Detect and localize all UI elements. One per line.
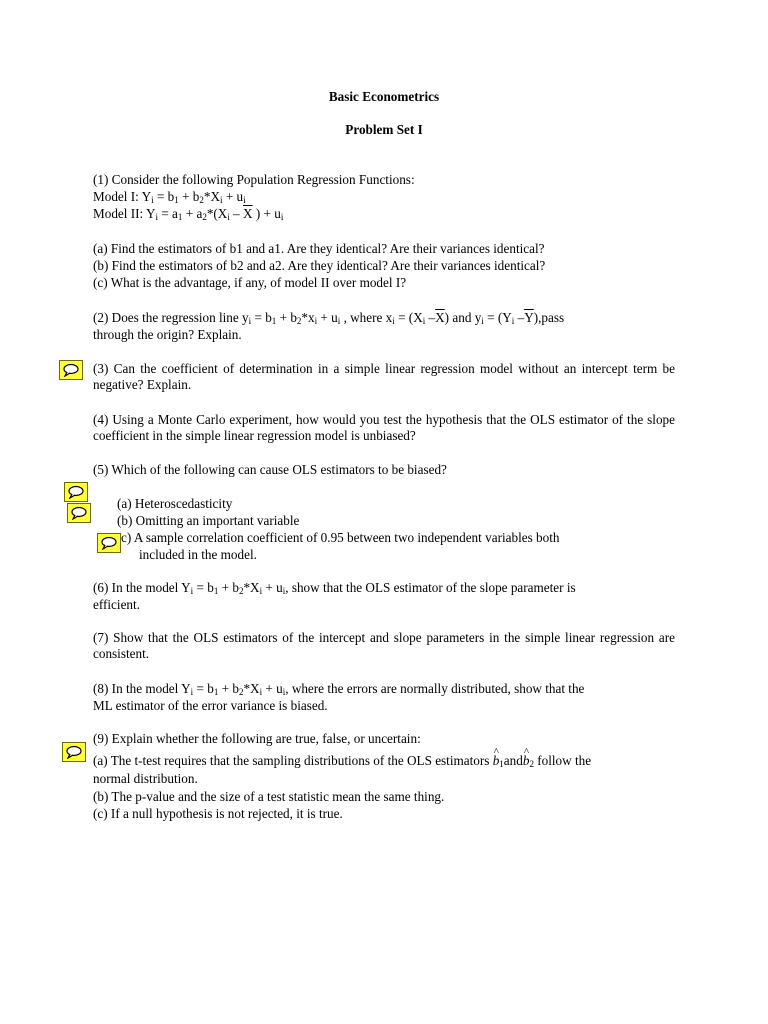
- q9-part-a: (a) The t-test requires that the sampling distributions of the OLS estimators ^ $b_1and\^{}$ $b_2$ follow the: [93, 753, 591, 769]
- q8-text-end: , where the errors are normally distributed, show that the: [285, 681, 585, 696]
- q1-model-2-label: Model II:: [93, 206, 146, 221]
- comment-note-icon[interactable]: [59, 360, 83, 380]
- comment-note-icon[interactable]: [67, 503, 91, 523]
- q1-part-a: (a) Find the estimators of b1 and a1. Are they identical? Are their variances identical?: [93, 241, 545, 256]
- q9-a-text-end: follow the: [537, 753, 592, 768]
- document-title: Basic Econometrics: [328, 89, 440, 104]
- q1-intro: (1) Consider the following Population Regression Functions:: [93, 172, 415, 187]
- q9-a-text-and: and: [503, 753, 523, 768]
- q9-part-a-cont: normal distribution.: [93, 771, 198, 786]
- q3-text: (3) Can the coefficient of determination in a simple linear regression model without an intercept term be negative? Explain.: [93, 361, 675, 392]
- q5-option-c: c) A sample correlation coefficient of 0.95 between two independent variables both: [121, 530, 560, 545]
- q6-text-start: (6) In the model Y: [93, 580, 191, 595]
- q5-option-b: (b) Omitting an important variable: [117, 513, 300, 528]
- q5-option-c-cont: included in the model.: [139, 547, 257, 562]
- comment-note-icon[interactable]: [64, 482, 88, 502]
- q4-text: (4) Using a Monte Carlo experiment, how would you test the hypothesis that the OLS estimator of the slope coefficient in the simple linear regression model is unbiased?: [93, 412, 675, 443]
- q5-intro: (5) Which of the following can cause OLS estimators to be biased?: [93, 462, 447, 477]
- q1-part-c: (c) What is the advantage, if any, of model II over model I?: [93, 275, 407, 290]
- q6-line-2: efficient.: [93, 597, 140, 612]
- comment-note-icon[interactable]: [97, 533, 121, 553]
- q2-text-end: ,pass: [538, 310, 565, 325]
- q8-line-1: (8) In the model $Y_i = b_1 + b_2*X_i + u_i$, where the errors are normally distributed, show that the: [93, 681, 585, 697]
- q2-text-mid: , where x: [340, 310, 393, 325]
- q2-line-2: through the origin? Explain.: [93, 327, 242, 342]
- document-subtitle: Problem Set I: [345, 122, 423, 137]
- q6-text-end: , show that the OLS estimator of the slope parameter is: [285, 580, 576, 595]
- q2-line-1: (2) Does the regression line $y_i = b_1 + b_2*x_i + u_i$ , where $x_i = (X_i$ $-\overline{X}$) and $y_i = (Y_i$ $-\overline{Y}),pass$: [93, 310, 565, 326]
- q9-part-b: (b) The p-value and the size of a test statistic mean the same thing.: [93, 789, 445, 804]
- q5-option-a: (a) Heteroscedasticity: [117, 496, 233, 511]
- q2-text-and: and y: [449, 310, 482, 325]
- q6-line-1: (6) In the model $Y_i = b_1 + b_2*X_i + u_i$, show that the OLS estimator of the slope parameter is: [93, 580, 576, 596]
- q9-part-c: (c) If a null hypothesis is not rejected, it is true.: [93, 806, 343, 821]
- q1-model-1: Model I: $Y_i = b_1 + b_2*X_i + u_i$: [93, 189, 246, 205]
- q1-model-1-label: Model I:: [93, 189, 142, 204]
- q9-a-text-start: (a) The t-test requires that the sampling distributions of the OLS estimators: [93, 753, 490, 768]
- q2-text-start: (2) Does the regression line y: [93, 310, 249, 325]
- q9-intro: (9) Explain whether the following are true, false, or uncertain:: [93, 731, 421, 746]
- comment-note-icon[interactable]: [62, 742, 86, 762]
- q8-line-2: ML estimator of the error variance is biased.: [93, 698, 328, 713]
- q1-part-b: (b) Find the estimators of b2 and a2. Are they identical? Are their variances identical?: [93, 258, 546, 273]
- q1-model-2: Model II: $Y_i = a_1 + a_2*(X_i - \overline{X}$ ) + $u_i$: [93, 206, 284, 222]
- q7-text: (7) Show that the OLS estimators of the intercept and slope parameters in the simple linear regression are consistent.: [93, 630, 675, 661]
- q8-text-start: (8) In the model Y: [93, 681, 191, 696]
